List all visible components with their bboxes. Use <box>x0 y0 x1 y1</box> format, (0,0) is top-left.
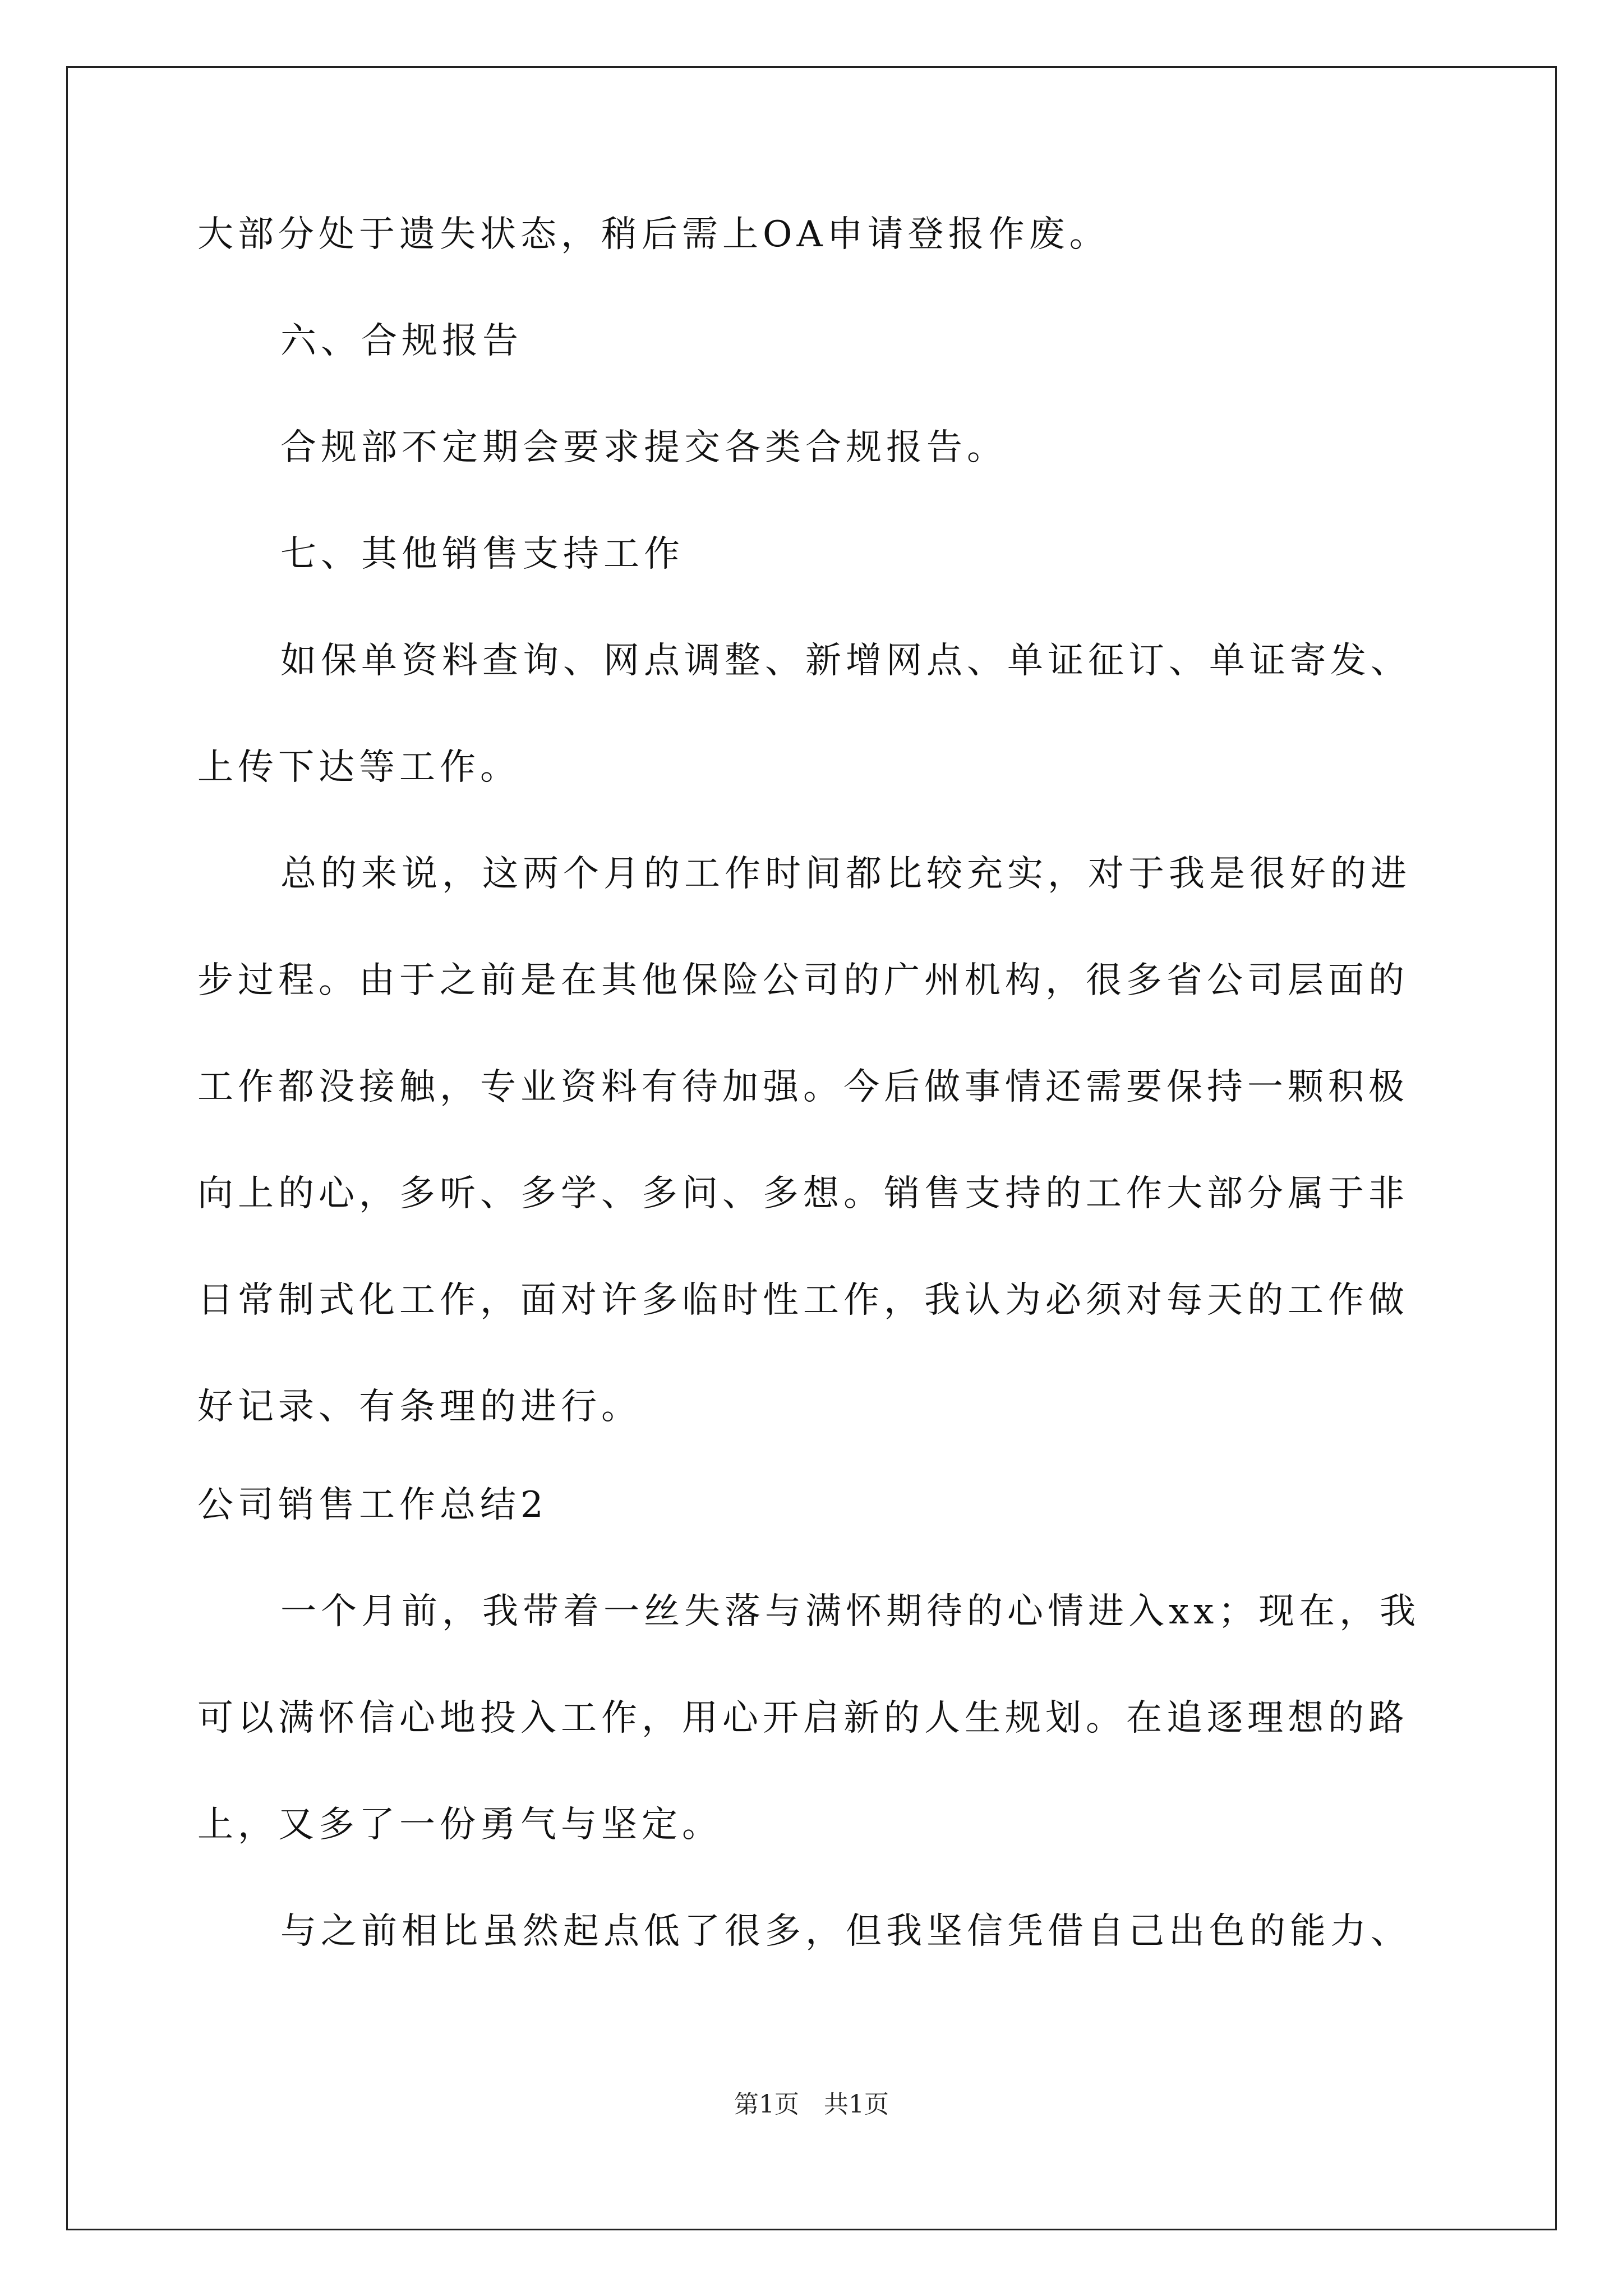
page-footer: 第1页 共1页 <box>734 2090 889 2119</box>
paragraph-line: 上传下达等工作。 <box>197 747 520 788</box>
paragraph-line: 向上的心，多听、多学、多问、多想。销售支持的工作大部分属于非 <box>197 1173 1409 1214</box>
paragraph-line: 日常制式化工作，面对许多临时性工作，我认为必须对每天的工作做 <box>197 1280 1409 1321</box>
paragraph-line: 上，又多了一份勇气与坚定。 <box>197 1804 722 1846</box>
document-title: 公司销售工作总结2 <box>197 1484 548 1526</box>
page-border <box>66 66 1557 2230</box>
paragraph-line: 好记录、有条理的进行。 <box>197 1386 642 1428</box>
paragraph-line: 一个月前，我带着一丝失落与满怀期待的心情进入xx；现在，我 <box>280 1591 1421 1632</box>
section-heading: 六、合规报告 <box>280 320 523 362</box>
paragraph-line: 工作都没接触，专业资料有待加强。今后做事情还需要保持一颗积极 <box>197 1066 1409 1108</box>
paragraph-line: 步过程。由于之前是在其他保险公司的广州机构，很多省公司层面的 <box>197 960 1409 1001</box>
paragraph-line: 大部分处于遗失状态，稍后需上OA申请登报作废。 <box>197 214 1110 255</box>
paragraph-line: 总的来说，这两个月的工作时间都比较充实，对于我是很好的进 <box>280 853 1411 895</box>
section-heading: 七、其他销售支持工作 <box>280 533 684 575</box>
paragraph-line: 可以满怀信心地投入工作，用心开启新的人生规划。在追逐理想的路 <box>197 1697 1409 1739</box>
paragraph-line: 合规部不定期会要求提交各类合规报告。 <box>280 427 1007 468</box>
paragraph-line: 与之前相比虽然起点低了很多，但我坚信凭借自己出色的能力、 <box>280 1911 1411 1952</box>
paragraph-line: 如保单资料查询、网点调整、新增网点、单证征订、单证寄发、 <box>280 640 1411 682</box>
